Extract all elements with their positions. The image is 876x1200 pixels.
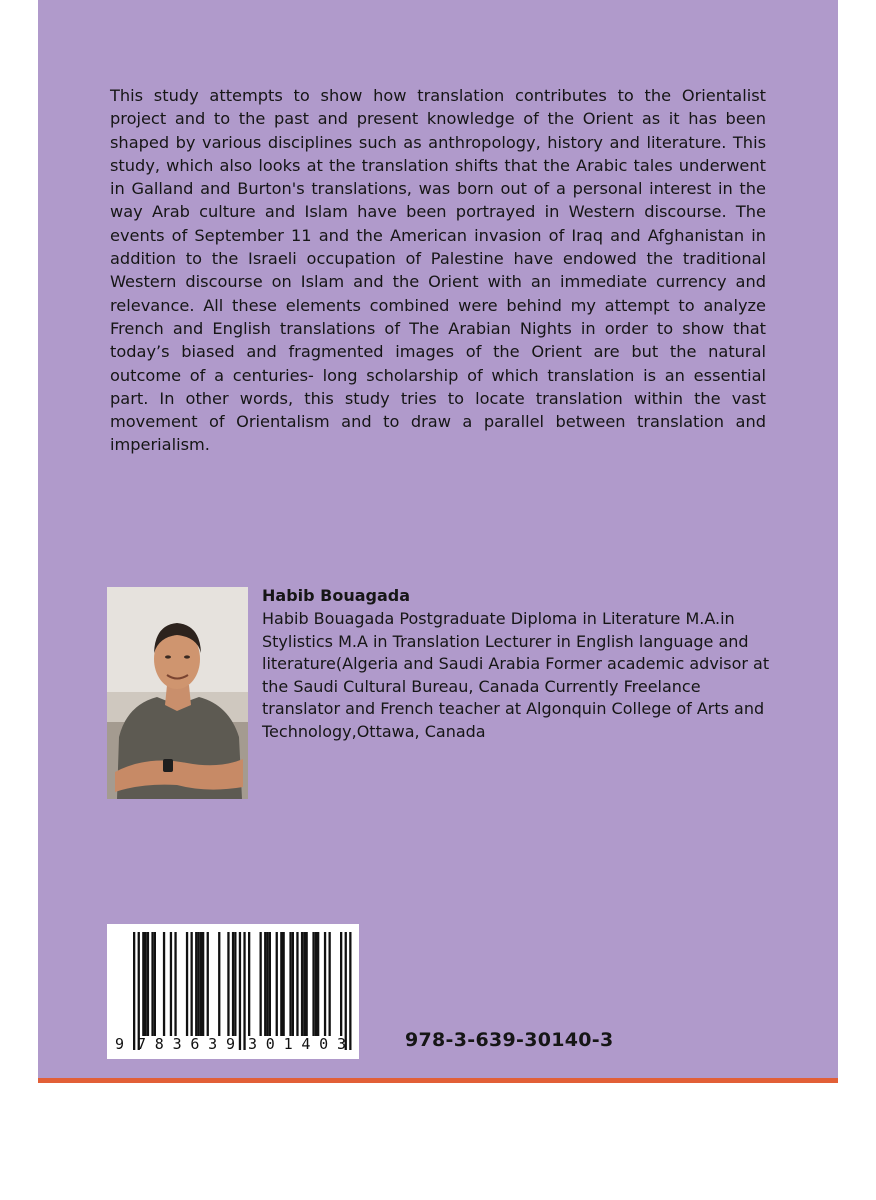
- barcode-bar: [266, 932, 268, 1036]
- barcode-bar: [234, 932, 236, 1036]
- barcode-bar: [170, 932, 172, 1036]
- barcode-bar: [276, 932, 278, 1036]
- barcode-bar: [340, 932, 342, 1036]
- barcode-bar: [142, 932, 144, 1036]
- barcode-bar: [329, 932, 331, 1036]
- barcode-bar: [195, 932, 197, 1036]
- barcode-bar: [197, 932, 199, 1036]
- barcode-bar: [138, 932, 140, 1050]
- barcode-bar: [248, 932, 250, 1036]
- barcode-bar: [145, 932, 147, 1036]
- barcode-bar: [312, 932, 314, 1036]
- barcode: [107, 924, 359, 1059]
- barcode-bar: [218, 932, 220, 1036]
- barcode-bar: [303, 932, 305, 1036]
- barcode-bar: [191, 932, 193, 1036]
- barcode-bar: [243, 932, 245, 1050]
- blurb-text: This study attempts to show how translation contributes to the Orientalist project and to the past and present knowledge of the Orient as it has been shaped by various disciplines such as anthropology, history and literature. This study, which also looks at the translation shifts that the Arabic tales underwent in Galland and Burton's translations, was born out of a personal interest in the way Arab culture and Islam have been portrayed in Western discourse. The events of September 11 and the American invasion of Iraq and Afghanistan in addition to the Israeli occupation of Palestine have endowed the traditional Western discourse on Islam and the Orient with an immediate currency and relevance. All these elements combined were behind my attempt to analyze French and English translations of The Arabian Nights in order to show that today’s biased and fragmented images of the Orient are but the natural outcome of a centuries- long scholarship of which translation is an essential part. In other words, this study tries to locate translation within the vast movement of Orientalism and to draw a parallel between translation and imperialism.: [110, 86, 766, 455]
- barcode-bar: [345, 932, 347, 1050]
- accent-stripe: [38, 1078, 838, 1083]
- barcode-bar: [292, 932, 294, 1036]
- barcode-bar: [227, 932, 229, 1036]
- barcode-bar: [317, 932, 319, 1036]
- barcode-bar: [202, 932, 204, 1036]
- author-name: Habib Bouagada: [262, 586, 411, 605]
- isbn-number: 978-3-639-30140-3: [405, 1029, 614, 1051]
- barcode-bar: [147, 932, 149, 1036]
- barcode-bar: [296, 932, 298, 1036]
- author-bio: Habib Bouagada Postgraduate Diploma in Literature M.A.in Stylistics M.A in Translation Lecturer in English language and literature(Algeria and Saudi Arabia Former academic advisor at the Saudi Cultural Bureau, Canada Currently Freelance translator and French teacher at Algonquin College of Arts and Technology,Ottawa, Canada: [262, 609, 770, 741]
- barcode-bar: [154, 932, 156, 1036]
- barcode-bar: [133, 932, 135, 1050]
- barcode-bar: [283, 932, 285, 1036]
- barcode-bar: [260, 932, 262, 1036]
- barcode-bar: [232, 932, 234, 1036]
- barcode-bar: [315, 932, 317, 1036]
- barcode-bar: [174, 932, 176, 1036]
- barcode-bar: [163, 932, 165, 1036]
- barcode-bar: [186, 932, 188, 1036]
- barcode-bar: [306, 932, 308, 1036]
- barcode-digits-right: 301403: [248, 1035, 346, 1053]
- barcode-bar: [151, 932, 153, 1036]
- barcode-digits-left: 783639: [137, 1035, 235, 1053]
- barcode-bar: [239, 932, 241, 1050]
- barcode-bar: [289, 932, 291, 1036]
- barcode-digit-lead: 9: [115, 1035, 125, 1053]
- barcode-bar: [200, 932, 202, 1036]
- barcode-bar: [349, 932, 351, 1050]
- barcode-bar: [280, 932, 282, 1036]
- barcode-bar: [269, 932, 271, 1036]
- barcode-bar: [264, 932, 266, 1036]
- barcode-bar: [324, 932, 326, 1036]
- barcode-bar: [207, 932, 209, 1036]
- barcode-bar: [301, 932, 303, 1036]
- author-photo: [107, 587, 248, 799]
